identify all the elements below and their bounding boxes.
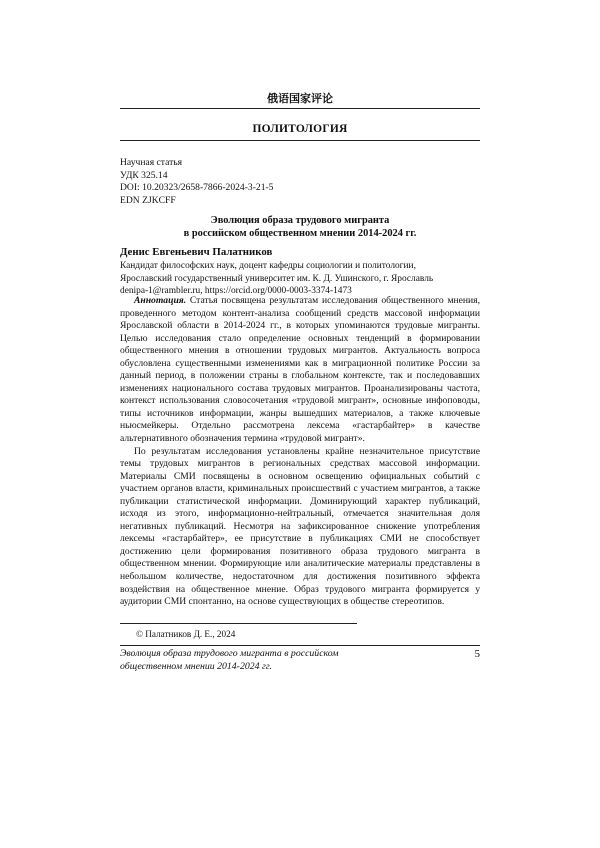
affiliation-line-1: Кандидат философских наук, доцент кафедры социологии и политологии, <box>120 261 416 271</box>
author-contacts: denipa-1@rambler.ru, https://orcid.org/0000-0003-3374-1473 <box>120 286 352 297</box>
doi: DOI: 10.20323/2658-7866-2024-3-21-5 <box>120 182 274 194</box>
section-title: ПОЛИТОЛОГИЯ <box>252 123 348 135</box>
footer-title-line-2: общественном мнении 2014-2024 гг. <box>120 660 272 672</box>
header-rule <box>120 108 480 109</box>
footer-running-title <box>120 648 420 673</box>
section-rule <box>120 140 480 141</box>
footer-title-line-1: Эволюция образа трудового мигранта в российском <box>120 648 339 659</box>
udk-code: УДК 325.14 <box>120 169 168 181</box>
abstract <box>120 295 480 609</box>
abstract-label: Аннотация. <box>134 295 187 306</box>
footnote-rule <box>120 623 357 624</box>
footer-rule <box>120 645 480 646</box>
abstract-paragraph-2: По результатам исследования установлены крайне незначительное присутствие темы трудовых мигрантов в региональных средствах массовой информации. Материалы СМИ посвящены в основном освещению официальных событий с участием органов власти, криминальных происшествий с участием мигрантов, а также публикации статистической информации. Доминирующий характер публикаций, исходя из этого, информационно-нейтральный, отмечается значительная доля негативных публикаций. Несмотря на зафиксированное снижение употребления лексемы «гастарбайтер», ее присутствие в публикациях СМИ не способствует достижению цели формирования позитивного образа трудового мигранта в общественном мнении. Формирующие или аналитические материалы представлены в небольшом количестве, недостаточном для достижения позитивного эффекта воздействия на общественное мнение. Образ трудового мигранта формируется у аудитории СМИ спонтанно, на основе существующих в обществе стереотипов. <box>120 445 480 608</box>
page-number: 5 <box>474 648 480 660</box>
article-meta <box>120 157 273 207</box>
article-type: Научная статья <box>120 157 183 168</box>
author-name: Денис Евгеньевич Палатников <box>120 246 273 258</box>
author-affiliation <box>120 260 433 298</box>
abstract-text-1: Статья посвящена результатам исследования общественного мнения, проведенного методом контент-анализа сообщений средств массовой информации Ярославской области в 2014-2024 гг., в которых упоминаются трудовые мигранты. Целью исследования стало определение основных тенденций в формировании общественного мнения в отношении трудовых мигрантов. Актуальность вопроса обусловлена существенными изменениями как в миграционной политике России за данный период, в положении страны в глобальном контексте, так и последовавших изменениях национального состава трудовых мигрантов. Проанализированы частота, контекст использования словосочетания «трудовой мигрант», основные инфоповоды, типы источников информации, жанры вышедших материалов, а также ключевые ньюсмейкеры. Отдельно рассмотрена лексема «гастарбайтер» в качестве альтернативного обозначения термина «трудовой мигрант». <box>120 295 480 445</box>
article-title <box>120 214 480 240</box>
article-title-line-2: в российском общественном мнении 2014-2024 гг. <box>183 228 417 239</box>
running-header: 俄语国家评论 <box>267 92 333 105</box>
article-title-line-1: Эволюция образа трудового мигранта <box>210 215 390 226</box>
abstract-paragraph-1 <box>120 295 480 446</box>
edn: EDN ZJKCFF <box>120 194 176 206</box>
copyright-notice: © Палатников Д. Е., 2024 <box>136 629 236 639</box>
affiliation-line-2: Ярославский государственный университет им. К. Д. Ушинского, г. Ярославль <box>120 273 434 284</box>
